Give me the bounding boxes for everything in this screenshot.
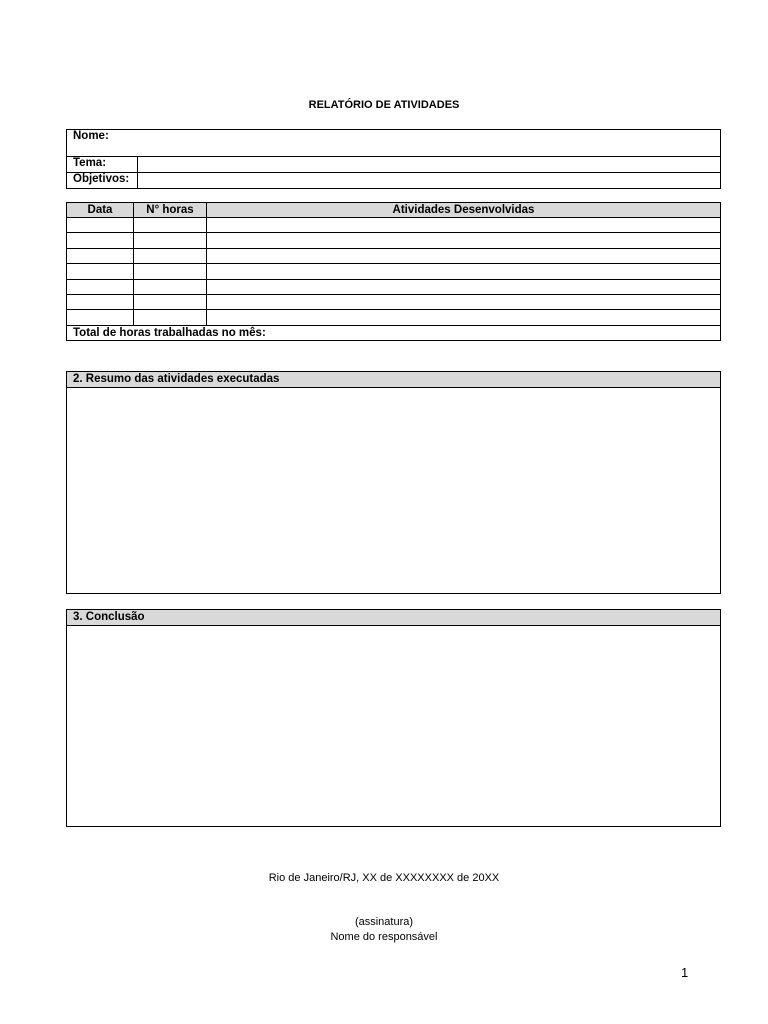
header-horas: N° horas bbox=[134, 203, 207, 218]
cell-atividades[interactable] bbox=[207, 218, 721, 233]
page-number: 1 bbox=[681, 965, 689, 980]
objetivos-field[interactable] bbox=[138, 173, 721, 189]
cell-data[interactable] bbox=[67, 294, 134, 309]
resumo-text-area[interactable] bbox=[67, 388, 720, 593]
header-data: Data bbox=[67, 203, 134, 218]
table-row bbox=[67, 248, 721, 263]
cell-horas[interactable] bbox=[134, 233, 207, 248]
identification-table bbox=[66, 129, 721, 189]
cell-horas[interactable] bbox=[134, 310, 207, 325]
cell-data[interactable] bbox=[67, 218, 134, 233]
activities-table bbox=[66, 202, 721, 341]
nome-field[interactable] bbox=[67, 130, 721, 157]
responsible-name: Nome do responsável bbox=[330, 931, 438, 943]
total-row bbox=[67, 325, 721, 340]
cell-data[interactable] bbox=[67, 264, 134, 279]
objetivos-label: Objetivos: bbox=[67, 173, 138, 189]
table-header-row bbox=[67, 203, 721, 218]
table-row bbox=[67, 310, 721, 325]
table-row bbox=[67, 218, 721, 233]
conclusao-section bbox=[66, 609, 721, 827]
conclusao-text-area[interactable] bbox=[67, 626, 720, 826]
place-date: Rio de Janeiro/RJ, XX de XXXXXXXX de 20XX bbox=[268, 872, 500, 884]
cell-atividades[interactable] bbox=[207, 294, 721, 309]
cell-atividades[interactable] bbox=[207, 233, 721, 248]
nome-label: Nome: bbox=[73, 130, 109, 142]
cell-horas[interactable] bbox=[134, 294, 207, 309]
page-title: RELATÓRIO DE ATIVIDADES bbox=[308, 99, 460, 111]
cell-atividades[interactable] bbox=[207, 264, 721, 279]
total-hours-label[interactable]: Total de horas trabalhadas no mês: bbox=[67, 325, 721, 340]
cell-data[interactable] bbox=[67, 310, 134, 325]
table-row bbox=[67, 294, 721, 309]
cell-horas[interactable] bbox=[134, 279, 207, 294]
conclusao-heading: 3. Conclusão bbox=[67, 610, 720, 626]
cell-atividades[interactable] bbox=[207, 279, 721, 294]
tema-field[interactable] bbox=[138, 157, 721, 173]
cell-atividades[interactable] bbox=[207, 310, 721, 325]
cell-data[interactable] bbox=[67, 233, 134, 248]
tema-label: Tema: bbox=[67, 157, 138, 173]
signature-label: (assinatura) bbox=[354, 916, 414, 928]
table-row bbox=[67, 233, 721, 248]
table-row bbox=[67, 264, 721, 279]
table-row bbox=[67, 279, 721, 294]
cell-horas[interactable] bbox=[134, 264, 207, 279]
resumo-heading: 2. Resumo das atividades executadas bbox=[67, 372, 720, 388]
header-atividades: Atividades Desenvolvidas bbox=[207, 203, 721, 218]
cell-horas[interactable] bbox=[134, 248, 207, 263]
cell-data[interactable] bbox=[67, 279, 134, 294]
cell-horas[interactable] bbox=[134, 218, 207, 233]
cell-data[interactable] bbox=[67, 248, 134, 263]
resumo-section bbox=[66, 371, 721, 594]
cell-atividades[interactable] bbox=[207, 248, 721, 263]
